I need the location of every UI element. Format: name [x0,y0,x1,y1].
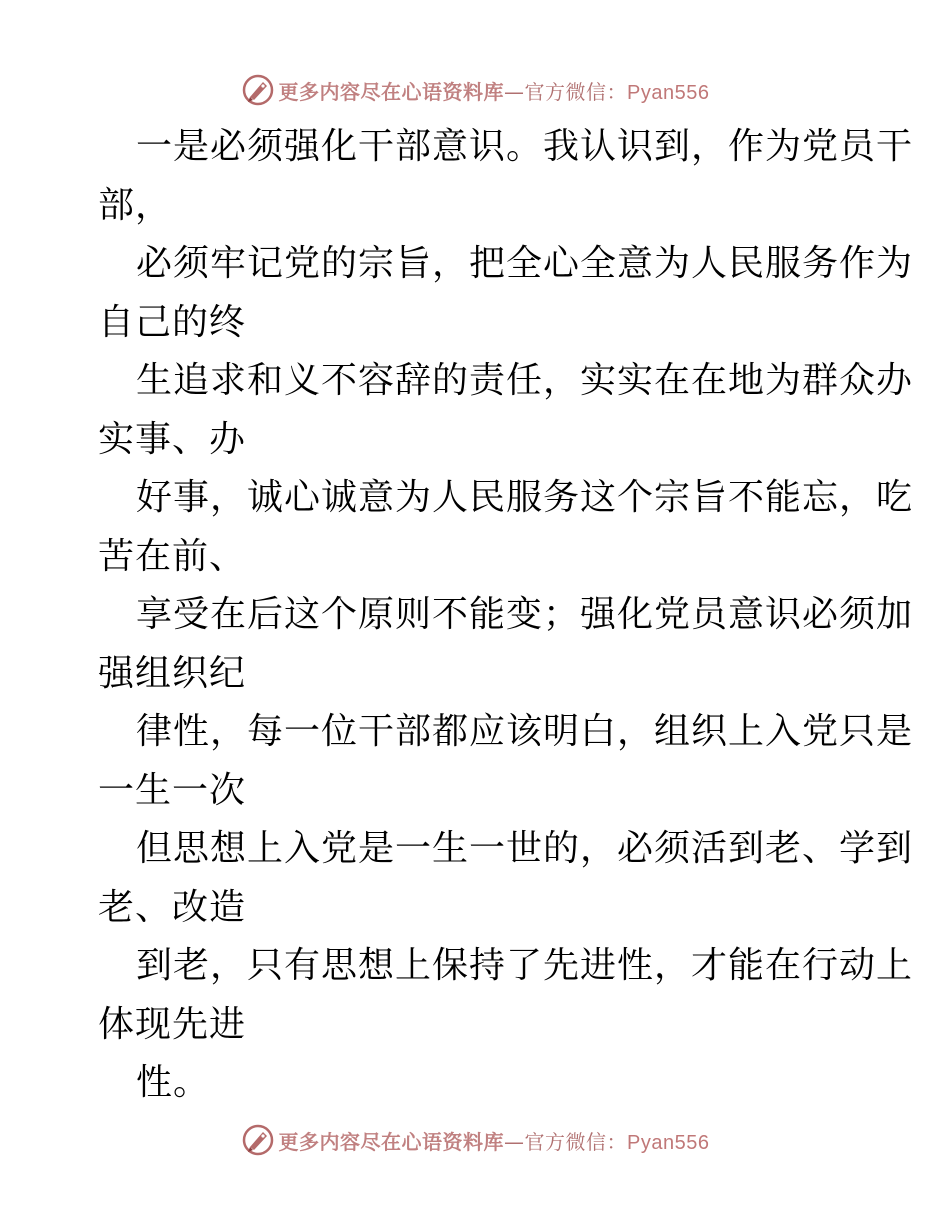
header-separator: — [504,79,525,104]
header-contact-id: Pyan556 [627,81,710,104]
footer-contact-id: Pyan556 [627,1131,710,1154]
text-line: 一是必须强化干部意识。我认识到，作为党员干 [136,126,914,167]
footer-brand: 更多内容尽在心语资料库 [278,1129,505,1154]
pen-nib-logo-icon [241,1123,275,1157]
text-line: 性。 [136,1062,211,1103]
header-text [279,76,710,105]
footer-banner [0,1120,950,1160]
pen-nib-logo-icon [241,73,275,107]
header-brand: 更多内容尽在心语资料库 [278,79,505,104]
header-contact-label: 官方微信： [524,79,628,104]
text-line: 享受在后这个原则不能变；强化党员意识必须加 [136,594,914,635]
text-line: 律性，每一位干部都应该明白，组织上入党只是 [136,711,914,752]
text-line: 体现先进 [98,1003,247,1045]
text-line: 部， [98,184,173,226]
text-line: 强组织纪 [98,652,247,694]
text-line: 苦在前、 [98,535,247,577]
footer-text [279,1126,710,1155]
text-line: 一生一次 [98,769,247,811]
body-text [98,118,914,1113]
footer-separator: — [504,1129,525,1154]
text-line: 到老，只有思想上保持了先进性，才能在行动上 [136,945,914,986]
text-line: 实事、办 [98,418,247,460]
text-line: 好事，诚心诚意为人民服务这个宗旨不能忘，吃 [136,477,914,518]
text-line: 但思想上入党是一生一世的，必须活到老、学到 [136,828,914,869]
text-line: 生追求和义不容辞的责任，实实在在地为群众办 [136,360,914,401]
text-line: 老、改造 [98,886,247,928]
text-line: 自己的终 [98,301,247,343]
header-banner [0,70,950,110]
text-line: 必须牢记党的宗旨，把全心全意为人民服务作为 [136,243,914,284]
footer-contact-label: 官方微信： [524,1129,628,1154]
